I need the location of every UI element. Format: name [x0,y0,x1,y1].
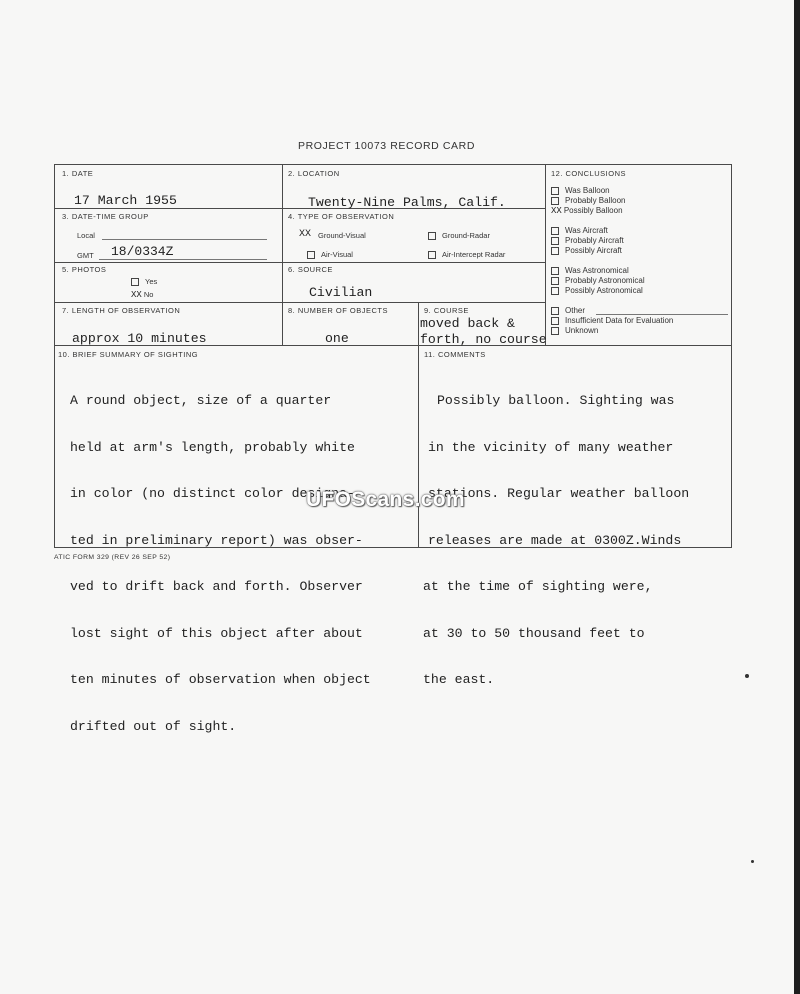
summary-line: drifted out of sight. [70,718,237,734]
gmt-value: 18/0334Z [111,244,174,259]
conclusion-probably-balloon: Probably Balloon [551,196,625,206]
possibly-aircraft-checkbox [551,247,559,255]
local-underline [102,239,267,240]
summary-line: ten minutes of observation when object [70,672,371,687]
comments-label: 11. COMMENTS [424,350,486,359]
course-line-1: moved back & [420,316,515,331]
type-of-observation-label: 4. TYPE OF OBSERVATION [288,212,395,221]
air-intercept-radar-option: Air-Intercept Radar [428,250,505,259]
summary-line: ted in preliminary report) was obser- [70,532,363,548]
probably-aircraft-checkbox [551,237,559,245]
conclusion-probably-astronomical: Probably Astronomical [551,276,645,286]
course-line-2: forth, no course [420,332,547,347]
probably-astronomical-checkbox [551,277,559,285]
air-visual-option: Air-Visual [307,250,353,259]
card-top-border [54,164,731,165]
comments-text [423,362,729,719]
length-of-observation-value: approx 10 minutes [72,331,207,346]
possibly-balloon-mark: XX [551,206,562,216]
was-balloon-checkbox [551,187,559,195]
photos-yes-option: Yes [131,277,157,286]
row-divider-3 [54,302,545,303]
ground-radar-option: Ground-Radar [428,231,490,240]
other-underline [596,314,728,315]
unknown-checkbox [551,327,559,335]
conclusion-was-astronomical: Was Astronomical [551,266,629,276]
other-checkbox [551,307,559,315]
comment-line: releases are made at 0300Z.Winds [428,532,682,548]
photos-no-mark: XX [131,290,142,300]
conclusion-insufficient-data: Insufficient Data for Evaluation [551,316,673,326]
card-right-border [731,164,732,548]
local-label: Local [77,231,95,240]
date-label: 1. DATE [62,169,94,178]
air-intercept-radar-checkbox [428,251,436,259]
date-value: 17 March 1955 [74,193,177,208]
scan-edge [794,0,800,994]
photos-label: 5. PHOTOS [62,265,107,274]
conclusion-other: Other [551,306,585,316]
probably-balloon-checkbox [551,197,559,205]
summary-line: lost sight of this object after about [70,625,363,641]
was-astronomical-checkbox [551,267,559,275]
ground-visual-label: Ground-Visual [318,231,366,240]
gmt-underline [99,259,267,260]
conclusion-possibly-balloon: XX Possibly Balloon [551,206,623,216]
photos-yes-checkbox [131,278,139,286]
conclusion-unknown: Unknown [551,326,598,336]
location-value: Twenty-Nine Palms, Calif. [308,195,506,210]
date-time-group-label: 3. DATE-TIME GROUP [62,212,149,221]
comment-line: at 30 to 50 thousand feet to [423,625,645,641]
comment-line: at the time of sighting were, [423,579,653,594]
conclusion-possibly-aircraft: Possibly Aircraft [551,246,622,256]
location-label: 2. LOCATION [288,169,340,178]
comment-line: in the vicinity of many weather [428,439,674,455]
summary-line: A round object, size of a quarter [70,393,332,408]
card-left-border [54,164,55,548]
course-label: 9. COURSE [424,306,469,315]
summary-line: ved to drift back and forth. Observer [70,579,363,594]
ground-visual-mark: XX [299,229,312,240]
brief-summary-label: 10. BRIEF SUMMARY OF SIGHTING [58,350,199,359]
comment-line: stations. Regular weather balloon [428,486,690,501]
length-of-observation-label: 7. LENGTH OF OBSERVATION [62,306,181,315]
card-title: PROJECT 10073 RECORD CARD [298,140,476,152]
row-divider-2 [54,262,545,263]
comment-line: the east. [423,672,495,687]
summary-line: held at arm's length, probably white [70,439,355,455]
form-footer: ATIC FORM 329 (REV 26 SEP 52) [54,554,171,561]
scan-speck [751,860,754,863]
photos-no-option: XX No [131,290,154,300]
was-aircraft-checkbox [551,227,559,235]
comment-line: Possibly balloon. Sighting was [437,393,675,408]
number-of-objects-label: 8. NUMBER OF OBJECTS [288,306,389,315]
ground-radar-checkbox [428,232,436,240]
conclusions-label: 12. CONCLUSIONS [551,169,627,178]
source-label: 6. SOURCE [288,265,333,274]
gmt-label: GMT [77,251,94,260]
air-visual-checkbox [307,251,315,259]
number-of-objects-value: one [325,331,349,346]
conclusion-was-aircraft: Was Aircraft [551,226,608,236]
conclusion-probably-aircraft: Probably Aircraft [551,236,624,246]
conclusion-possibly-astronomical: Possibly Astronomical [551,286,643,296]
summary-line: in color (no distinct color designa- [70,486,355,501]
possibly-astronomical-checkbox [551,287,559,295]
divider-col-2 [545,164,546,345]
source-value: Civilian [309,285,373,300]
brief-summary-text [70,362,371,765]
watermark: UFOScans.com [306,488,465,511]
insufficient-data-checkbox [551,317,559,325]
scan-speck [745,674,749,678]
divider-col-1 [282,164,283,345]
conclusion-was-balloon: Was Balloon [551,186,610,196]
